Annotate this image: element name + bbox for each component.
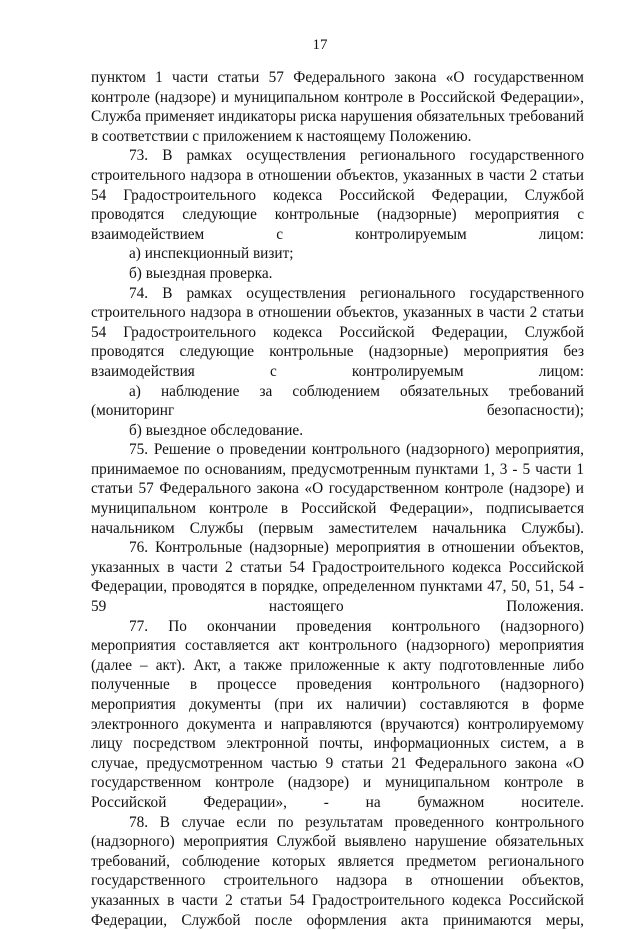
page-number: 17 <box>312 37 328 53</box>
list-item-a-observation: а) наблюдение за соблюдением обязательных требований (мониторинг безопасности); <box>91 382 584 420</box>
paragraph-78: 78. В случае если по результатам проведенного контрольного (надзорного) мероприятия Службой выявлено нарушение обязательных требований, соблюдение которых является предметом регионального государственного строительного надзора в отношении объектов, указанных в части 2 статьи 54 Градостроительного кодекса Российской Федерации, Службой после оформления акта принимаются меры, <box>91 813 584 929</box>
paragraph-77: 77. По окончании проведения контрольного (надзорного) мероприятия составляется акт контрольного (надзорного) мероприятия (далее – акт). Акт, а также приложенные к акту подготовленные либо полученные в процессе проведения контрольного (надзорного) мероприятия документы (при их наличии) составляются в форме электронного документа и направляются (вручаются) контролируемому лицу посредством электронной почты, информационных систем, а в случае, предусмотренном частью 9 статьи 21 Федерального закона «О государственном контроле (надзоре) и муниципальном контроле в Российской Федерации», - на бумажном носителе. <box>91 617 584 811</box>
list-item-b-field-check: б) выездная проверка. <box>129 264 273 282</box>
paragraph-76: 76. Контрольные (надзорные) мероприятия в отношении объектов, указанных в части 2 статьи 54 Градостроительного кодекса Российской Федерации, проводятся в порядке, определенном пунктами 47, 50, 51, 54 - 59 настоящего Положения. <box>91 539 584 616</box>
paragraph-73: 73. В рамках осуществления регионального государственного строительного надзора в отношении объектов, указанных в части 2 статьи 54 Градостроительного кодекса Российской Федерации, Службой проводятся следующие контрольные (надзорные) мероприятия с взаимодействием с контролируемым лицом: <box>91 147 584 243</box>
paragraph-continuation: пунктом 1 части статьи 57 Федерального закона «О государственном контроле (надзоре) и муниципальном контроле в Российской Федерации», Служба применяет индикаторы риска нарушения обязательных требований в соответствии с приложением к настоящему Положению. <box>91 69 584 145</box>
document-body <box>91 68 584 930</box>
list-item-a-inspection-visit: а) инспекционный визит; <box>129 245 294 263</box>
paragraph-75: 75. Решение о проведении контрольного (надзорного) мероприятия, принимаемое по основаниям, предусмотренным пунктами 1, 3 - 5 части 1 статьи 57 Федерального закона «О государственном контроле (надзоре) и муниципальном контроле в Российской Федерации», подписывается начальником Службы (первым заместителем начальника Службы). <box>91 441 584 537</box>
list-item-b-field-survey: б) выездное обследование. <box>129 421 304 439</box>
paragraph-74: 74. В рамках осуществления регионального государственного строительного надзора в отношении объектов, указанных в части 2 статьи 54 Градостроительного кодекса Российской Федерации, Службой проводятся следующие контрольные (надзорные) мероприятия без взаимодействия с контролируемым лицом: <box>91 284 584 380</box>
